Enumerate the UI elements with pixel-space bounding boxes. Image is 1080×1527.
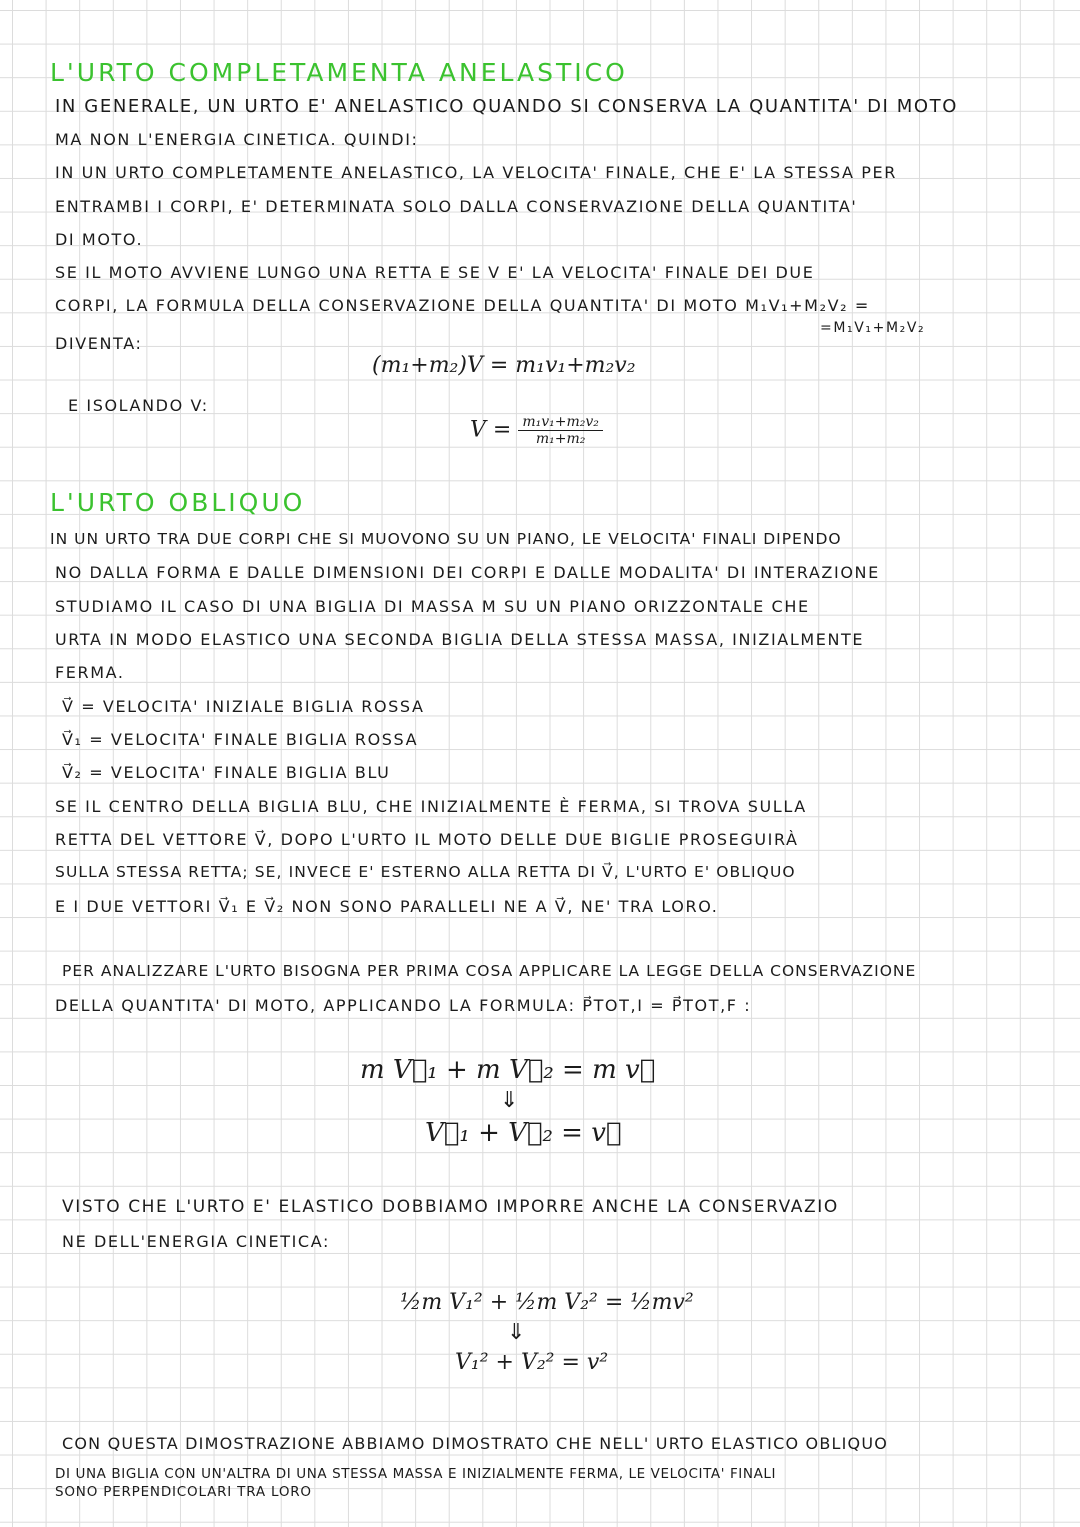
section2-line: SE IL CENTRO DELLA BIGLIA BLU, CHE INIZIALMENTE È FERMA, SI TROVA SULLA [55,797,807,816]
section1-line: DI MOTO. [55,230,144,249]
eq-fraction [518,414,603,447]
equation-velocity-sum: V⃗₁ + V⃗₂ = v⃗ [425,1118,622,1148]
section2-line: FERMA. [55,663,125,682]
section2-line: SULLA STESSA RETTA; SE, INVECE E' ESTERNO ALLA RETTA DI V⃗, L'URTO E' OBLIQUO [55,863,796,881]
section1-line: ENTRAMBI I CORPI, E' DETERMINATA SOLO DALLA CONSERVAZIONE DELLA QUANTITA' [55,197,858,216]
section2-line: URTA IN MODO ELASTICO UNA SECONDA BIGLIA DELLA STESSA MASSA, INIZIALMENTE [55,630,865,649]
section2-line: NO DALLA FORMA E DALLE DIMENSIONI DEI CORPI E DALLE MODALITA' DI INTERAZIONE [55,563,880,582]
equation-inelastic: (m₁+m₂)V = m₁v₁+m₂v₂ [372,353,636,378]
equation-momentum: m V⃗₁ + m V⃗₂ = m v⃗ [360,1055,656,1085]
section2-title: L'URTO OBLIQUO [50,488,306,517]
section2-line: IN UN URTO TRA DUE CORPI CHE SI MUOVONO SU UN PIANO, LE VELOCITA' FINALI DIPENDO [50,530,842,548]
section1-line: =M₁V₁+M₂V₂ [820,320,926,336]
section2-line: V⃗ = VELOCITA' INIZIALE BIGLIA ROSSA [62,697,425,716]
section1-line: SE IL MOTO AVVIENE LUNGO UNA RETTA E SE V E' LA VELOCITA' FINALE DEI DUE [55,263,815,282]
section2-line: STUDIAMO IL CASO DI UNA BIGLIA DI MASSA M SU UN PIANO ORIZZONTALE CHE [55,597,810,616]
eq-lhs: V = [470,417,512,443]
conclusion-line: DI UNA BIGLIA CON UN'ALTRA DI UNA STESSA MASSA E INIZIALMENTE FERMA, LE VELOCITA' FINALI [55,1466,777,1482]
equation-energy: ½m V₁² + ½m V₂² = ½mv² [400,1290,694,1315]
implies-arrow: ⇓ [500,1088,519,1113]
implies-arrow: ⇓ [507,1320,526,1345]
conclusion-line: SONO PERPENDICOLARI TRA LORO [55,1484,312,1500]
paragraph-line: PER ANALIZZARE L'URTO BISOGNA PER PRIMA COSA APPLICARE LA LEGGE DELLA CONSERVAZIONE [62,962,917,980]
section1-title: L'URTO COMPLETAMENTA ANELASTICO [50,58,628,87]
conclusion-line: CON QUESTA DIMOSTRAZIONE ABBIAMO DIMOSTRATO CHE NELL' URTO ELASTICO OBLIQUO [62,1434,889,1453]
section2-line: RETTA DEL VETTORE V⃗, DOPO L'URTO IL MOTO DELLE DUE BIGLIE PROSEGUIRÀ [55,830,799,849]
section1-line: MA NON L'ENERGIA CINETICA. QUINDI: [55,130,419,149]
equation-final-velocity [470,414,603,447]
paragraph-line: DELLA QUANTITA' DI MOTO, APPLICANDO LA FORMULA: P⃗TOT,I = P⃗TOT,F : [55,996,752,1015]
section1-line: CORPI, LA FORMULA DELLA CONSERVAZIONE DELLA QUANTITA' DI MOTO M₁V₁+M₂V₂ = [55,296,870,315]
eq-denominator: m₁+m₂ [535,431,586,447]
section2-line: E I DUE VETTORI V⃗₁ E V⃗₂ NON SONO PARALLELI NE A V⃗, NE' TRA LORO. [55,897,719,916]
section1-line: IN UN URTO COMPLETAMENTE ANELASTICO, LA VELOCITA' FINALE, CHE E' LA STESSA PER [55,163,897,182]
paragraph-line: VISTO CHE L'URTO E' ELASTICO DOBBIAMO IMPORRE ANCHE LA CONSERVAZIO [62,1197,839,1217]
isolating-text: E ISOLANDO V: [68,396,209,415]
section1-line: IN GENERALE, UN URTO E' ANELASTICO QUANDO SI CONSERVA LA QUANTITA' DI MOTO [55,96,959,117]
equation-energy-result: V₁² + V₂² = v² [455,1350,609,1375]
paragraph-line: NE DELL'ENERGIA CINETICA: [62,1232,330,1251]
section2-line: V⃗₁ = VELOCITA' FINALE BIGLIA ROSSA [62,730,419,749]
eq-numerator: m₁v₁+m₂v₂ [518,414,603,431]
section2-line: V⃗₂ = VELOCITA' FINALE BIGLIA BLU [62,763,391,782]
section1-line: DIVENTA: [55,334,143,353]
